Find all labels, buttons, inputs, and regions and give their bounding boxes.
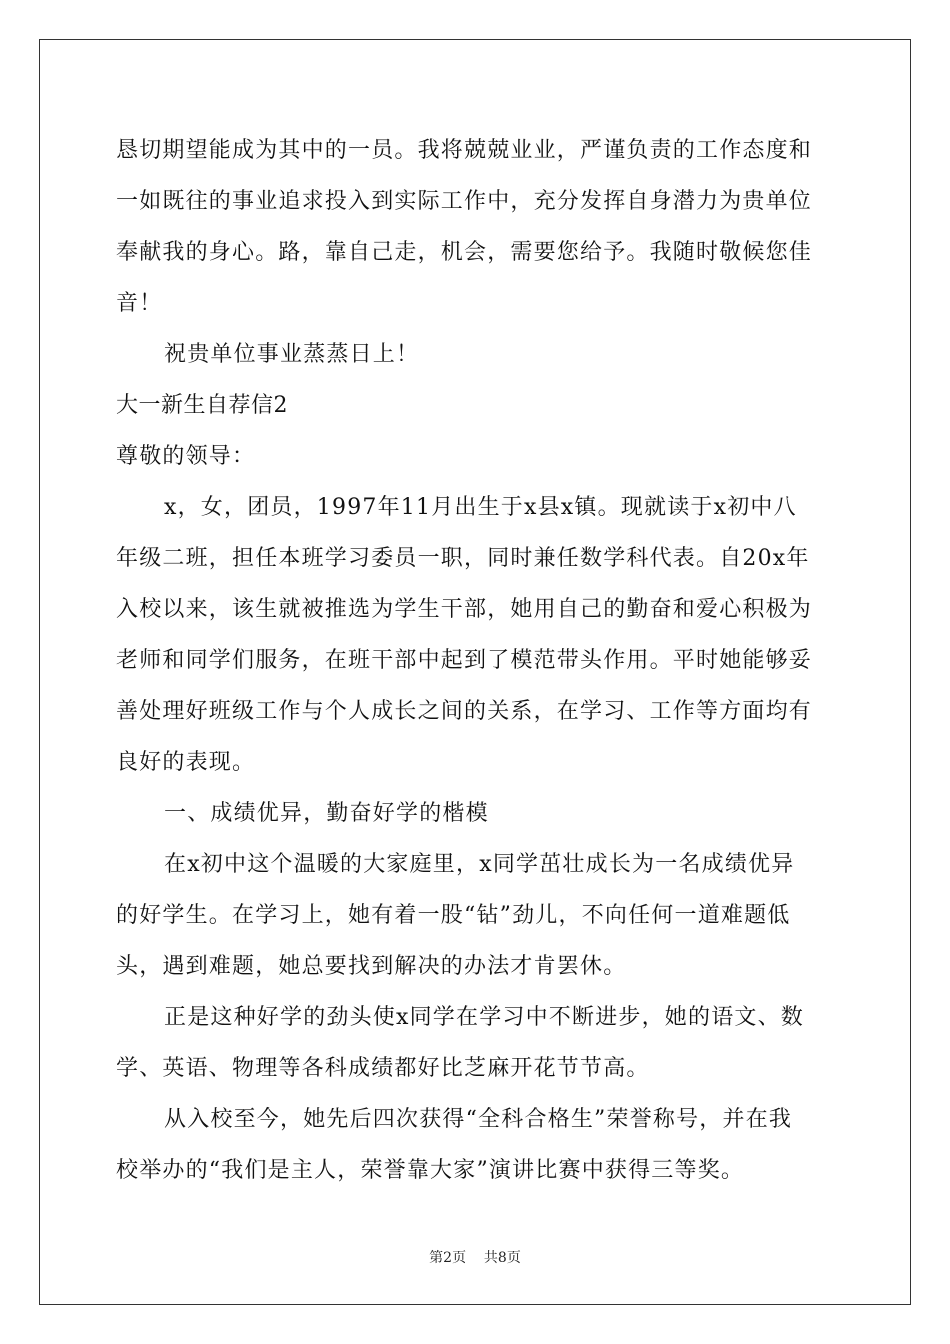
total-pages: 共8页 <box>483 1250 521 1266</box>
paragraph-line: 良好的表现。 <box>116 750 256 775</box>
paragraph-line: 从入校至今，她先后四次获得“全科合格生”荣誉称号，并在我 <box>164 1107 793 1132</box>
paragraph-line: 一如既往的事业追求投入到实际工作中，充分发挥自身潜力为贵单位 <box>116 189 813 214</box>
page-number: 第2页 <box>429 1250 467 1266</box>
page-footer <box>0 1247 950 1267</box>
document-body <box>116 125 836 1196</box>
subheading: 一、成绩优异，勤奋好学的楷模 <box>164 801 489 826</box>
salutation: 尊敬的领导： <box>116 444 256 469</box>
paragraph-line: 年级二班，担任本班学习委员一职，同时兼任数学科代表。自20x年 <box>116 546 810 571</box>
section-title: 大一新生自荐信2 <box>116 393 288 418</box>
paragraph-line: 在x初中这个温暖的大家庭里，x同学茁壮成长为一名成绩优异 <box>164 852 795 877</box>
paragraph-line: 恳切期望能成为其中的一员。我将兢兢业业，严谨负责的工作态度和 <box>116 138 813 163</box>
closing-wish: 祝贵单位事业蒸蒸日上！ <box>164 342 420 367</box>
paragraph-line: 头，遇到难题，她总要找到解决的办法才肯罢休。 <box>116 954 627 979</box>
paragraph-line: 正是这种好学的劲头使x同学在学习中不断进步，她的语文、数 <box>164 1005 805 1030</box>
paragraph-line: 校举办的“我们是主人，荣誉靠大家”演讲比赛中获得三等奖。 <box>116 1158 745 1183</box>
paragraph-line: 入校以来，该生就被推选为学生干部，她用自己的勤奋和爱心积极为 <box>116 597 813 622</box>
paragraph-line: 学、英语、物理等各科成绩都好比芝麻开花节节高。 <box>116 1056 650 1081</box>
paragraph-line: x，女，团员，1997年11月出生于x县x镇。现就读于x初中八 <box>164 495 797 520</box>
paragraph-line: 善处理好班级工作与个人成长之间的关系，在学习、工作等方面均有 <box>116 699 813 724</box>
paragraph-line: 奉献我的身心。路，靠自己走，机会，需要您给予。我随时敬候您佳 <box>116 240 813 265</box>
paragraph-line: 的好学生。在学习上，她有着一股“钻”劲儿，不向任何一道难题低 <box>116 903 791 928</box>
paragraph-line: 音！ <box>116 291 163 316</box>
paragraph-line: 老师和同学们服务，在班干部中起到了模范带头作用。平时她能够妥 <box>116 648 813 673</box>
